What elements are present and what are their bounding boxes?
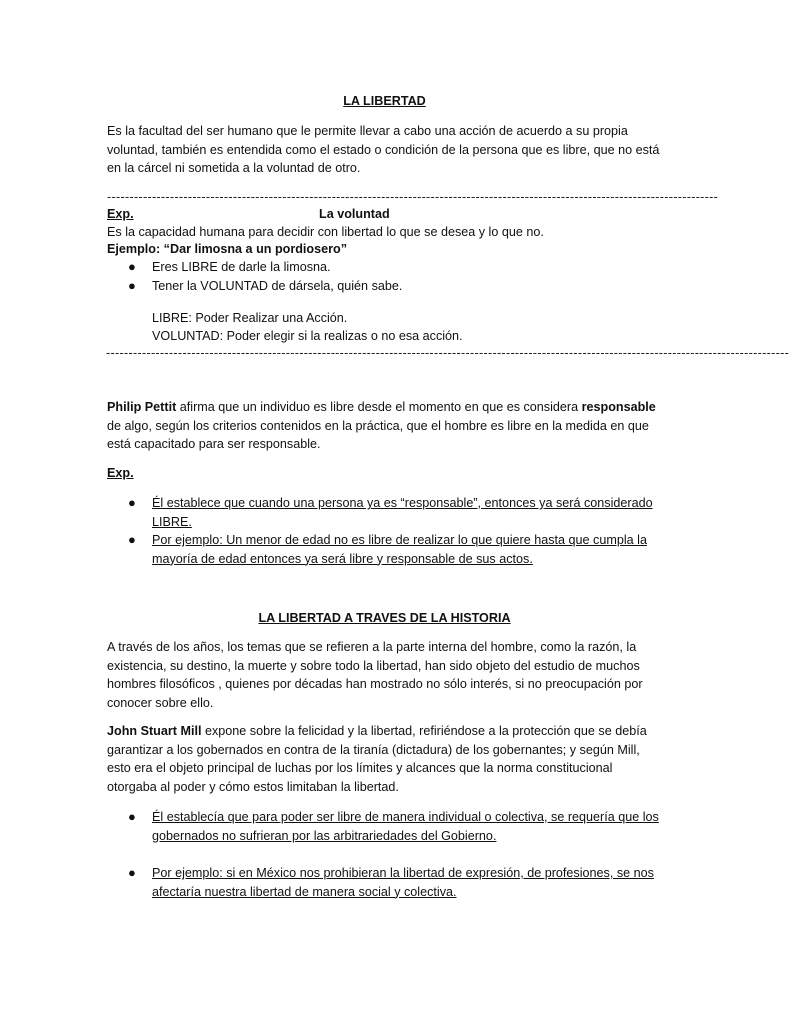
history-bullet-list: [107, 808, 662, 901]
voluntad-header-row: [107, 205, 662, 224]
list-item: ● Tener la VOLUNTAD de dársela, quién sabe.: [107, 277, 662, 296]
voluntad-definition: Es la capacidad humana para decidir con libertad lo que se desea y lo que no.: [107, 225, 544, 239]
bullet-icon: ●: [128, 532, 136, 547]
list-item: ● Él establecía que para poder ser libre de manera individual o colectiva, se requería que los gobernados no sufrieran por las arbitrariedades del Gobierno.: [128, 809, 659, 843]
pettit-bullet-list: [107, 494, 662, 568]
history-heading: LA LIBERTAD A TRAVES DE LA HISTORIA: [258, 611, 511, 625]
libre-definition: LIBRE: Poder Realizar una Acción.: [152, 311, 348, 325]
bullet-icon: ●: [128, 809, 136, 824]
bullet-icon: ●: [128, 865, 136, 880]
responsable-word: responsable: [581, 400, 656, 414]
pettit-exp-label: Exp.: [107, 466, 134, 480]
mill-name: John Stuart Mill: [107, 724, 202, 738]
pettit-paragraph: Philip Pettit afirma que un individuo es libre desde el momento en que es considera responsable de algo, según los criterios contenidos en la práctica, que el hombre es libre en la medida en que está capacitado para ser responsable.: [107, 400, 656, 451]
pettit-name: Philip Pettit: [107, 400, 177, 414]
list-item: ● Él establece que cuando una persona ya es “responsable”, entonces ya será considerado LIBRE.: [128, 495, 653, 529]
voluntad-bullet-list: [107, 258, 662, 295]
exp-label: Exp.: [107, 207, 134, 221]
list-item: ● Por ejemplo: Un menor de edad no es libre de realizar lo que quiere hasta que cumpla la mayoría de edad entonces ya será libre y responsable de sus actos.: [128, 532, 647, 566]
history-paragraph: A través de los años, los temas que se refieren a la parte interna del hombre, como la razón, la existencia, su destino, la muerte y sobre todo la libertad, han sido objeto del estudio de muchos hombres filosóficos , quienes por décadas han mostrado no sólo interés, si no preocupación por conocer sobre ello.: [107, 640, 643, 710]
document-title: LA LIBERTAD: [343, 94, 426, 108]
voluntad-example-title: Ejemplo: “Dar limosna a un pordiosero”: [107, 242, 348, 256]
voluntad-definition-line: VOLUNTAD: Poder elegir si la realizas o no esa acción.: [152, 329, 463, 343]
divider-bottom: --------------------------------------------------------------------------------------------------------------------------------------------------------: [106, 346, 789, 360]
divider-top: ----------------------------------------------------------------------------------------------------------------------------------------: [107, 190, 719, 204]
intro-paragraph: Es la facultad del ser humano que le permite llevar a cabo una acción de acuerdo a su propia voluntad, también es entendida como el estado o condición de la persona que es libre, que no está en la cárcel ni sometida a la voluntad de otro.: [107, 124, 660, 175]
list-item: ● Eres LIBRE de darle la limosna.: [107, 258, 662, 277]
bullet-icon: ●: [128, 259, 136, 274]
list-item: ● Por ejemplo: si en México nos prohibieran la libertad de expresión, de profesiones, se nos afectaría nuestra libertad de manera social y colectiva.: [128, 865, 654, 899]
bullet-icon: ●: [128, 277, 136, 293]
mill-paragraph: John Stuart Mill expone sobre la felicidad y la libertad, refiriéndose a la protección que se debía garantizar a los gobernados en contra de la tiranía (dictadura) de los gobernantes; y según Mill, esto era el objeto principal de luchas por los límites y alcances que la norma constitucional otorgaba al poder y cómo estos limitaban la libertad.: [107, 724, 647, 794]
voluntad-heading: La voluntad: [319, 207, 390, 221]
bullet-icon: ●: [128, 495, 136, 510]
